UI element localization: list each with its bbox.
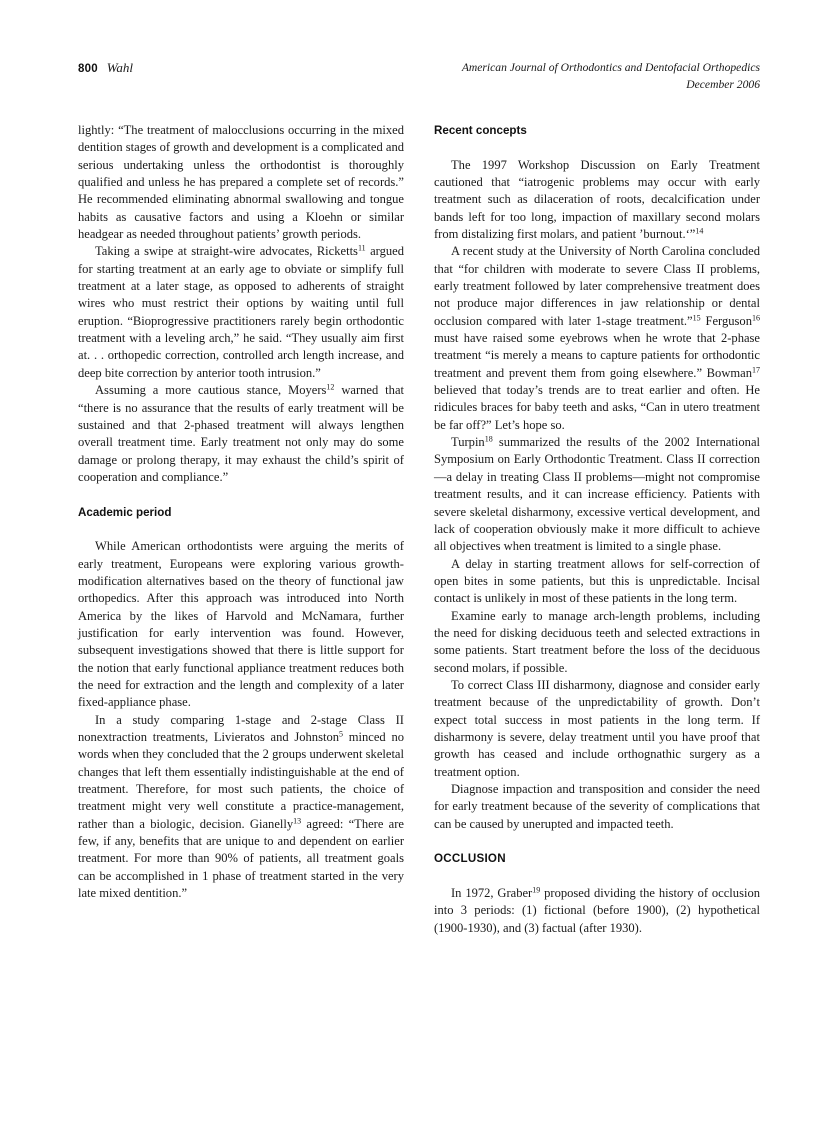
paragraph-text-cont: Ferguson: [700, 313, 752, 328]
paragraph-1997-workshop: [434, 157, 760, 244]
paragraph-text-cont: proposed dividing the history of occlusion into 3 periods: (1) fictional (before 1900), (2) hypothetical (1900-1930), and (3) factual (after 1930).: [434, 885, 760, 935]
paragraph-text: A recent study at the University of North Carolina concluded that “for children with moderate to severe Class II problems, early treatment followed by later comprehensive treatment does not produce major differences in jaw relationship or dental occlusion compared with later 1-stage treatment.”: [434, 244, 760, 328]
running-head-left: [78, 60, 133, 76]
paragraph-text: Assuming a more cautious stance, Moyers: [95, 383, 327, 398]
paragraph-text: To correct Class III disharmony, diagnose and consider early treatment because of the unpredictability of growth. Don’t expect total success in most patients in the long term. If disharmony is severe, delay treatment until you have proof that growth has ceased and include orthognathic surgery as a treatment option.: [434, 677, 760, 779]
footnote-marker: 16: [751, 313, 760, 323]
heading-spacer: [434, 868, 760, 885]
paragraph-text-end: believed that today’s trends are to treat earlier and often. He ridicules braces for baby teeth and asks, “Can in utero treatment be far off?” Let’s hope so.: [434, 383, 760, 432]
section-heading-occlusion: OCCLUSION: [434, 852, 506, 866]
footnote-marker: 19: [532, 885, 541, 895]
paragraph-unc-study: [434, 243, 760, 434]
paragraph-while-american: [78, 538, 404, 711]
paragraph-text: While American orthodontists were arguing the merits of early treatment, Europeans were exploring various growth-modification alternatives based on the theory of functional jaw orthopedics. After this approach was introduced into North America by the likes of Harvold and McNamara, further justification for early intervention was found. However, subsequent investigations showed that there is little support for the notion that early functional appliance treatment reduces both the need for extraction and the length and complexity of a later fixed-appliance phase.: [78, 539, 404, 710]
footnote-marker: 13: [293, 816, 302, 826]
journal-title: American Journal of Orthodontics and Dentofacial Orthopedics: [461, 61, 760, 74]
paragraph-text: In a study comparing 1-stage and 2-stage Class II nonextraction treatments, Livieratos and Johnston: [78, 712, 404, 744]
paragraph-text-cont: argued for starting treatment at an early age to obviate or simplify full treatment at a later stage, as opposed to adherents of straight wires who must restrict their options by waiting until full eruption. “Bioprogressive practitioners rarely begin orthodontic treatment with a leveling arch,” he said. “They usually aim first at. . . orthopedic correction, controlled arch length increase, and deep bite correction by anterior tooth intrusion.”: [78, 244, 404, 380]
paragraph-text-cont: summarized the results of the 2002 International Symposium on Early Orthodontic Treatment. Class II correction—a delay in treating Class II problems—might not compromise treatment results, and it can increase efficiency. Patients with severe skeletal disharmony, excessive vertical development, and lack of cooperation obviously make it more difficult to achieve all objectives when treatment is limited to a single phase.: [434, 435, 760, 554]
paragraph-livieratos: [78, 712, 404, 903]
paragraph-text: A delay in starting treatment allows for self-correction of open bites in some patients, but this is unpredictable. Incisal contact is unlikely in most of these patients in the long term.: [434, 556, 760, 606]
footnote-marker: 14: [695, 226, 704, 236]
paragraph-class-iii: [434, 677, 760, 781]
paragraph-text: Examine early to manage arch-length problems, including the need for disking deciduous teeth and selected extractions in some patients. Start treatment before the loss of the deciduous second molars, if possible.: [434, 608, 760, 675]
footnote-marker: 15: [692, 313, 701, 323]
paragraph-text: The 1997 Workshop Discussion on Early Treatment cautioned that “iatrogenic problems may occur with early treatment such as dilaceration of roots, decalcification under bands left for too long, impaction of maxillary second molars from distalizing first molars, and patient ’burnout.‘”: [434, 157, 760, 242]
heading-spacer: [434, 139, 760, 156]
paragraph-text: In 1972, Graber: [451, 885, 533, 900]
paragraph-ricketts: [78, 243, 404, 382]
running-head-right: [462, 60, 760, 94]
paragraph-text: Diagnose impaction and transposition and consider the need for early treatment because of the severity of complications that can be caused by unerupted and impacted teeth.: [434, 782, 760, 831]
paragraph-turpin: [434, 434, 760, 555]
paragraph-text: Turpin: [451, 435, 485, 450]
footnote-marker: 12: [326, 382, 335, 392]
paragraph-delay-openbites: [434, 556, 760, 608]
paragraph-text-end: agreed: “There are few, if any, benefits that are unique to and dependent on earlier treatment. For more than 90% of patients, all treatment goals can be accomplished in 1 phase of treatment started in the very late mixed dentition.”: [78, 816, 404, 901]
column-right: [434, 122, 760, 937]
section-spacer: [434, 833, 760, 850]
paragraph-moyers: [78, 382, 404, 486]
article-body: [78, 122, 760, 1052]
paragraph-text: lightly: “The treatment of malocclusions occurring in the mixed dentition stages of growth and development is a complicated and serious undertaking unless the orthodontist is thoroughly qualified and unless he has prepared a complete set of records.” He recommended eliminating abnormal swallowing and tongue habits as causative factors and using a Kloehn or similar headgear as needed throughout patients’ growth periods.: [78, 123, 404, 242]
paragraph-lightly: [78, 122, 404, 243]
paragraph-text-cont: warned that “there is no assurance that the results of early treatment will be sustained and that 2-phased treatment will always lengthen overall treatment time. Early treatment not only may do some damage or prolong therapy, it may exhaust the child’s spirit of cooperation and compliance.”: [78, 383, 404, 484]
paragraph-text-cont: minced no words when they concluded that the 2 groups underwent skeletal changes that left them essentially indistinguishable at the end of treatment. Therefore, for most such patients, the choice of treatment might very well constitute a practice-management, rather than a biologic, decision. Gianelly: [78, 729, 404, 831]
section-spacer: [78, 486, 404, 503]
section-heading-recent-concepts: Recent concepts: [434, 124, 527, 137]
footnote-marker: 17: [751, 365, 760, 375]
paragraph-text: Taking a swipe at straight-wire advocates, Ricketts: [95, 244, 358, 259]
issue-date: December 2006: [686, 77, 760, 91]
paragraph-impaction: [434, 781, 760, 833]
section-heading-academic-period: Academic period: [78, 505, 172, 519]
footnote-marker: 11: [357, 244, 366, 253]
heading-spacer: [78, 521, 404, 538]
running-head: [78, 60, 760, 94]
page-number: 800: [78, 63, 98, 75]
footnote-marker: 18: [484, 434, 493, 444]
paragraph-graber: [434, 885, 760, 937]
paragraph-examine-early: [434, 608, 760, 677]
column-left: [78, 122, 404, 902]
running-head-author: Wahl: [106, 60, 134, 75]
paragraph-text-cont2: must have raised some eyebrows when he wrote that 2-phase treatment “is merely a means to capture patients for orthodontic treatment and prevent them from going elsewhere.” Bowman: [434, 331, 760, 380]
footnote-marker: 5: [339, 729, 344, 739]
